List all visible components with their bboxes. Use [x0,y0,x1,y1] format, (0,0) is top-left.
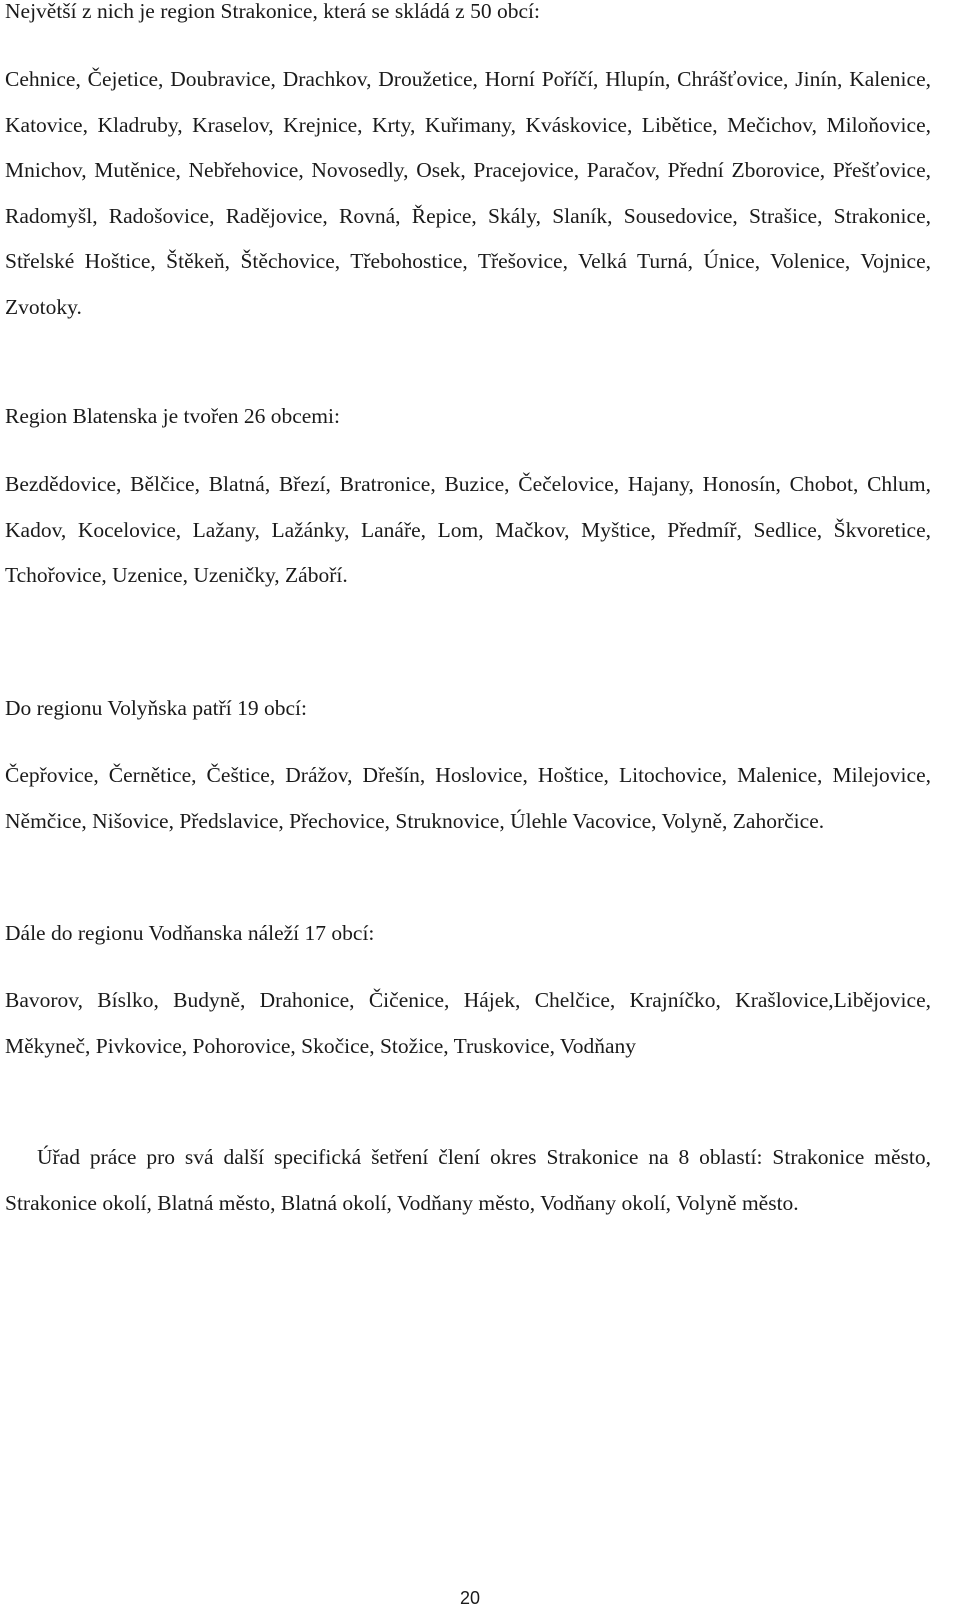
volynsko-municipality-list: Čepřovice, Černětice, Češtice, Drážov, Dřešín, Hoslovice, Hoštice, Litochovice, Malenice, Milejovice, Němčice, Nišovice, Předslavice, Přechovice, Struknovice, Úlehle Vacovice, Volyně, Zahorčice. [5,763,931,833]
volynsko-intro: Do regionu Volyňska patří 19 obcí: [5,696,307,720]
strakonice-municipality-list: Cehnice, Čejetice, Doubravice, Drachkov, Droužetice, Horní Poříčí, Hlupín, Chrášťovice, Jinín, Kalenice, Katovice, Kladruby, Kraselov, Krejnice, Krty, Kuřimany, Kváskovice, Libětice, Mečichov, Miloňovice, Mnichov, Mutěnice, Nebřehovice, Novosedly, Osek, Pracejovice, Paračov, Přední Zborovice, Přešťovice, Radomyšl, Radošovice, Radějovice, Rovná, Řepice, Skály, Slaník, Sousedovice, Strašice, Strakonice, Střelské Hoštice, Štěkeň, Štěchovice, Třebohostice, Třešovice, Velká Turná, Únice, Volenice, Vojnice, Zvotoky. [5,67,931,319]
strakonice-intro: Největší z nich je region Strakonice, která se skládá z 50 obcí: [5,0,540,23]
labour-office-paragraph: Úřad práce pro svá další specifická šetření člení okres Strakonice na 8 oblastí: Strakonice město, Strakonice okolí, Blatná město, Blatná okolí, Vodňany město, Vodňany okolí, Volyně město. [5,1145,931,1215]
vodnansko-intro: Dále do regionu Vodňanska náleží 17 obcí: [5,921,375,945]
page-number: 20 [459,1588,481,1608]
blatensko-municipality-list: Bezdědovice, Bělčice, Blatná, Březí, Bratronice, Buzice, Čečelovice, Hajany, Honosín, Chobot, Chlum, Kadov, Kocelovice, Lažany, Lažánky, Lanáře, Lom, Mačkov, Myštice, Předmíř, Sedlice, Škvoretice, Tchořovice, Uzenice, Uzeničky, Záboří. [5,472,931,587]
vodnansko-municipality-list: Bavorov, Bíslko, Budyně, Drahonice, Čičenice, Hájek, Chelčice, Krajníčko, Krašlovice,Libějovice, Měkyneč, Pivkovice, Pohorovice, Skočice, Stožice, Truskovice, Vodňany [5,988,931,1058]
blatensko-intro: Region Blatenska je tvořen 26 obcemi: [5,404,340,428]
